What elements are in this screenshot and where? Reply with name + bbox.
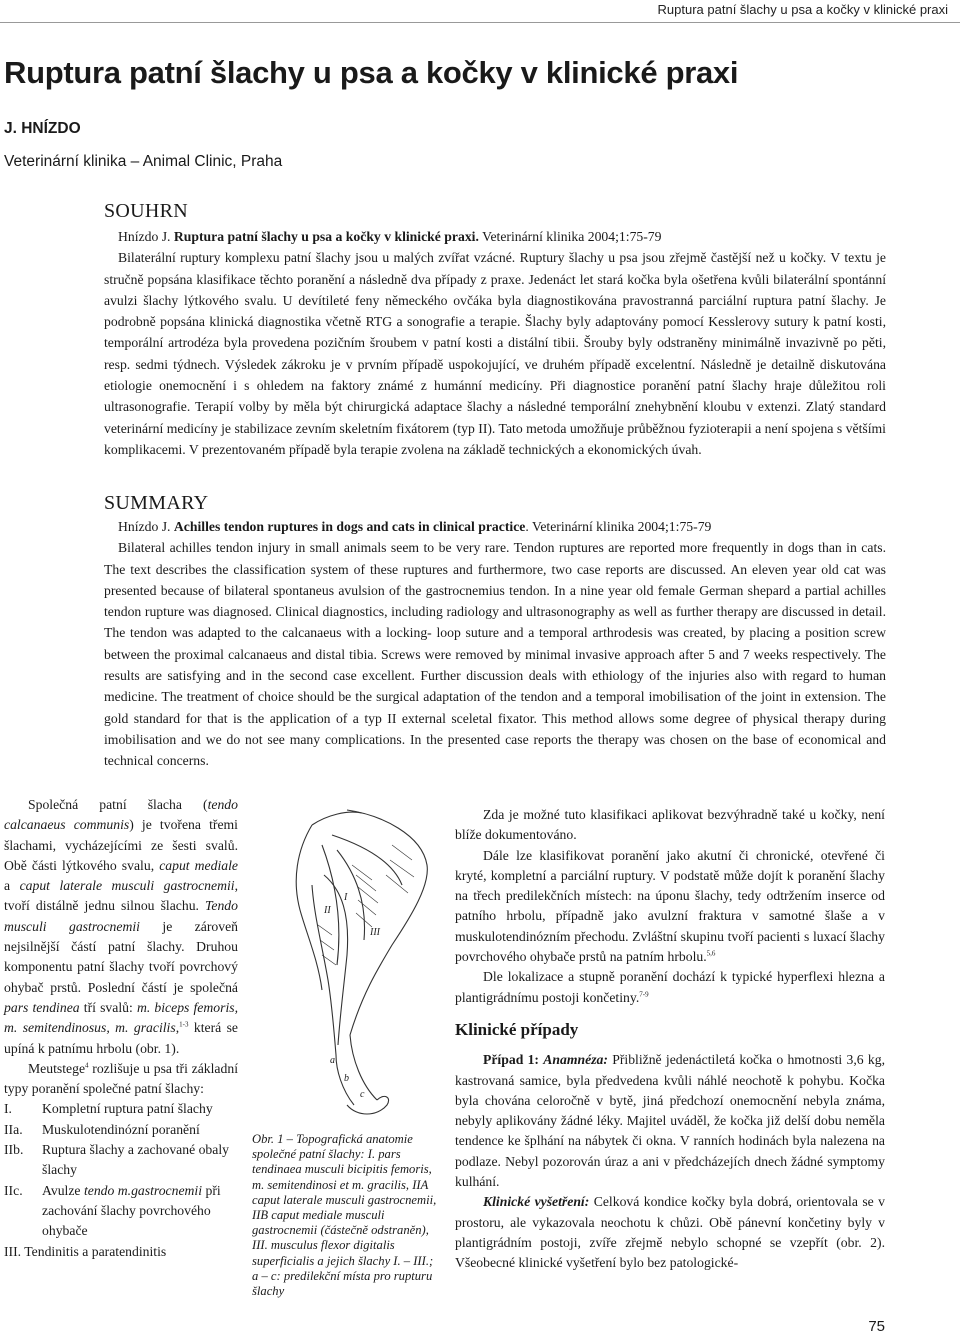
anatomy-illustration-icon — [252, 805, 442, 1120]
list-item: IIa. Muskulotendinózní poranění — [4, 1121, 200, 1137]
right-paragraph-2: Dále lze klasifikovat poranění jako akutní či chronické, otevřené či kryté, kompletní a parciální ruptury. V podstatě může dojít k poranění šlachy na třech predilekčních místech: na úponu šlachy, tedy odtržením inserce od patního hrbolu, případně jako avulzní fraktura v samotné šlaše a v muskulotendinózním přechodu. Zvláštní skupinu tvoří pacienti s luxací šlachy povrchového ohybače prstů na patním hrbolu.$^{5,6}$ — [455, 847, 885, 965]
fig-label: I — [344, 892, 348, 903]
fig-label: III — [370, 927, 380, 938]
fig-label: b — [344, 1073, 349, 1084]
fig-label: a — [330, 1055, 335, 1066]
summary-text: Bilateral achilles tendon injury in small animals seem to be very rare. Tendon ruptures are reported more frequently in dogs than in cats. The text describes the classification system of these ruptures and furthermore, two case reports are discussed. An eleven year old cat was presented because of bilateral spontaneus avulsion of the gastrocnemius tendon. In a nine year old female German shepard a partial achilles tendon rupture was diagnosed. Clinical diagnostics, including radiology and ultrasonography as well as further therapy are discussed in detail. The tendon was adapted to the calcanaeus with a locking- loop suture and a temporal arthrodesis was created, by placing a position screw between the proximal calcanaeus and distal tibia. Screws were removed by minimal invasive approach after 5 and 7 weeks respectively. The results are satisfying and in the second case excellent. Further discussion deals with ethiology of the injuries also with regard to human medicine. The treatment of choice should be the surgical adaptation of the tendon and a temporal imobilisation of the joint in extension. The gold standard for that is the application of a typ II external sceletal fixator. This method allows some degree of physical therapy during imobilisation and we do not see many complications. In the presented case reports the therapy was chosen on the base of economical and technical concerns. — [104, 540, 886, 769]
right-paragraph-1: Zda je možné tuto klasifikaci aplikovat bezvýhradně také u kočky, není blíže dokumentováno. — [455, 807, 885, 843]
figure-caption: Obr. 1 – Topografická anatomie společné patní šlachy: I. pars tendinaea musculi bicipitis femoris, m. semitendinosi et m. gracilis, IIA caput laterale musculi gastrocnemii, IIB caput mediale musculi gastrocnemii (částečně odstraněn), III. musculus flexor digitalis superficialis a jejich šlachy I. – III.; a – c: predilekční místa pro rupturu šlachy — [252, 1132, 437, 1299]
souhrn-abstract — [104, 226, 886, 460]
list-item: IIb. Ruptura šlachy a zachované obaly šlachy — [4, 1142, 229, 1178]
author: J. HNÍZDO — [4, 120, 81, 137]
exam-paragraph: Klinické vyšetření: Celková kondice kočky byla dobrá, orientovala se v prostoru, ale vykazovala neochotu k chůzi. Obě pánevní končetiny byly v plantigrádním postoji, zvíře zřejmě nebylo schopné se vzepřít (obr. 2). Všeobecné klinické vyšetření bylo bez patologické- — [455, 1194, 886, 1271]
summary-heading: SUMMARY — [104, 492, 209, 514]
right-column — [455, 805, 885, 1274]
fig-label: II — [324, 905, 331, 916]
right-paragraph-3: Dle lokalizace a stupně poranění dochází k typické hyperflexi hlezna a plantigrádnímu postoji končetiny.$^{7-9}$ — [455, 969, 885, 1005]
section-heading: Klinické případy — [455, 1019, 579, 1039]
souhrn-text: Bilaterální ruptury komplexu patní šlachy jsou u malých zvířat vzácné. Ruptury šlachy u psa jsou zřejmě častější než u kočky. V textu je stručně popsána klasifikace těchto poranění a následně dva případy z praxe. Jedenáct let stará kočka byla ošetřena kvůli bilaterální spontánní avulzi šlachy lýtkového svalu. U devítileté feny německého ovčáka byla diagnostikována pravostranná parciální ruptura patní šlachy. Je podrobně popsána klinická diagnostika včetně RTG a sonografie a terapie. Šlachy byly adaptovány pomocí Kesslerovy sutury k patní kosti, temporální artrodéza byla provedena pozičním šroubem v patní kosti a distální tibii. Šrouby byly odstraněny minimálně invazivně po pěti, resp. sedmi týdnech. Výsledek zákroku je v prvním případě uspokojující, ve druhém případě excelentní. Následně je detailně diskutována etiologie onemocnění i s ohledem na faktory známé z humánní medicíny. Při diagnostice poranění patní šlachy hraje důležitou roli ultrasonografie. Terapií volby by měla být chirurgická adaptace šlachy a následné temporální znehybnění kloubu v extenzi. Zlatý standard veterinární medicíny je stabilizace zevním skeletním fixátorem (typ II). Tato metoda umožňuje průběžnou fyzioterapii a není spojena s většími komplikacemi. V prezentovaném případě byla terapie zvolena na základě technických a ekonomických úvah. — [104, 250, 886, 457]
list-item: IIc. Avulze tendo m.gastrocnemii při zachování šlachy povrchového ohybače — [4, 1182, 221, 1239]
souhrn-citation — [104, 226, 886, 247]
souhrn-heading: SOUHRN — [104, 200, 189, 222]
list-item: III. Tendinitis a paratendinitis — [4, 1243, 167, 1259]
souhrn-cite-title: Ruptura patní šlachy u psa a kočky v klinické praxi. — [173, 229, 479, 244]
souhrn-cite-author: Hnízdo J. — [118, 229, 171, 244]
summary-cite-journal: . Veterinární klinika 2004;1:75-79 — [525, 519, 712, 534]
page-number: 75 — [868, 1318, 885, 1335]
left-paragraph-1: Společná patní šlacha (tendo calcanaeus communis) je tvořena třemi šlachami, vycházejícími ze šesti svalů. Obě části lýtkového svalu, caput mediale a caput laterale musculi gastrocnemii, tvoří distálně jednu silnou šlachu. Tendo musculi gastrocnemii je zároveň nejsilnější částí patní šlachy. Druhou komponentu patní šlachy tvoří povrchový ohybač prstů. Poslední částí je společná pars tendinea tří svalů: m. biceps femoris, m. semitendinosus, m. gracilis,$^{1-3}$ která se upíná k patnímu hrbolu (obr. 1). — [4, 797, 239, 1056]
affiliation: Veterinární klinika – Animal Clinic, Praha — [4, 153, 283, 170]
souhrn-cite-journal: Veterinární klinika 2004;1:75-79 — [482, 229, 662, 244]
left-paragraph-2: Meutstege$^4$ rozlišuje u psa tři základní typy poranění společné patní šlachy: — [4, 1060, 238, 1097]
left-column — [4, 795, 238, 1262]
running-header-text: Ruptura patní šlachy u psa a kočky v klinické praxi — [657, 2, 948, 17]
summary-cite-author: Hnízdo J. — [118, 519, 171, 534]
fig-label: c — [360, 1089, 365, 1100]
list-item: I. Kompletní ruptura patní šlachy — [4, 1101, 213, 1117]
summary-citation — [104, 516, 886, 537]
running-header — [0, 0, 960, 23]
article-title: Ruptura patní šlachy u psa a kočky v klinické praxi — [4, 55, 739, 90]
summary-abstract — [104, 516, 886, 772]
summary-cite-title: Achilles tendon ruptures in dogs and cats in clinical practice — [173, 519, 526, 534]
case-paragraph: Případ 1: Anamnéza: Přibližně jedenáctiletá kočka o hmotnosti 3,6 kg, kastrovaná samice, byla předvedena kvůli náhlé neochotě k pohybu. Kočka byla chována celoročně v bytě, jiná předchozí onemocnění nebyla známa, nebyly aplikovány žádné léky. Majitel uváděl, že kočka již delší dobu neměla tendence ke šplhání na nábytek či okna. V ranních hodinách byla nalezena na podlaze. Nebyl pozorován úraz a ani v předcházejích dnech žádné symptomy kulhání. — [455, 1052, 885, 1190]
